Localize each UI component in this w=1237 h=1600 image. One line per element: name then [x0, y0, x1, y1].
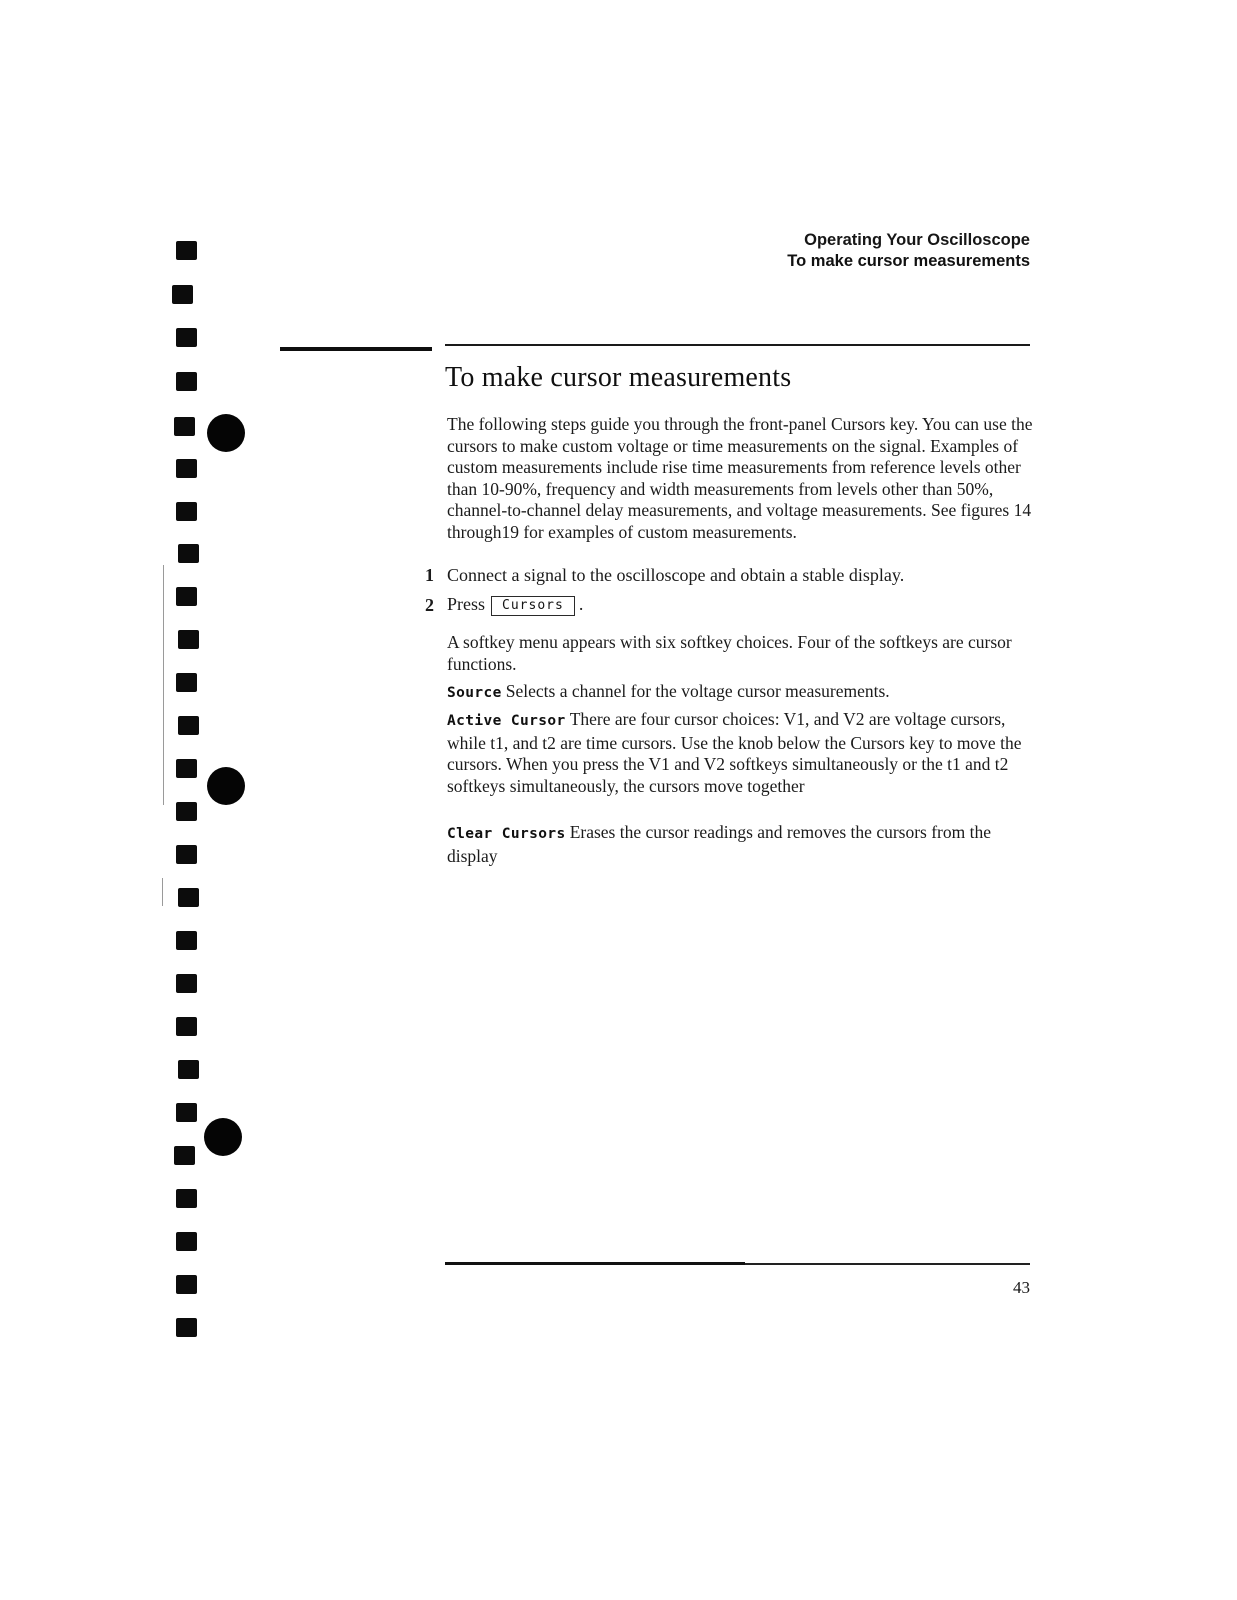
step-2-post-text: . — [578, 594, 584, 614]
binding-square-mark — [176, 587, 197, 606]
binding-square-mark — [176, 241, 197, 260]
binding-square-mark — [178, 716, 199, 735]
binding-square-mark — [176, 845, 197, 864]
header-topic-title: To make cursor measurements — [787, 252, 1030, 270]
step-1 — [425, 565, 1037, 586]
bottom-divider-rule-thick — [445, 1262, 745, 1265]
page-header — [787, 230, 1030, 272]
definition-active-cursor — [447, 709, 1039, 797]
definition-active-cursor-term: Active Cursor — [447, 713, 566, 729]
binding-square-mark — [178, 1060, 199, 1079]
intro-paragraph: The following steps guide you through the front-panel Cursors key. You can use the cursors to make custom voltage or time measurements on the signal. Examples of custom measurements include rise time measurements from reference levels other than 10-90%, frequency and width measurements from levels other than 50%, channel-to-channel delay measurements, and voltage measurements. See figures 14 through19 for examples of custom measurements. — [447, 414, 1033, 542]
definition-source-term: Source — [447, 685, 502, 701]
binding-square-mark — [176, 802, 197, 821]
step-2-text — [447, 594, 583, 616]
punch-hole-mark — [204, 1118, 242, 1156]
binding-square-mark — [176, 459, 197, 478]
definition-source — [447, 681, 1039, 705]
definition-clear-cursors — [447, 822, 1039, 867]
punch-hole-mark — [207, 767, 245, 805]
definition-active-cursor-text: There are four cursor choices: V1, and V2 are voltage cursors, while t1, and t2 are time cursors. Use the knob below the Cursors key to move the cursors. When you press the V1 and V2 softkeys simultaneously or the t1 and t2 softkeys simultaneously, the cursors move together — [447, 709, 1022, 796]
page-title: To make cursor measurements — [445, 362, 792, 393]
binding-square-mark — [178, 630, 199, 649]
definition-source-text: Selects a channel for the voltage cursor measurements. — [505, 681, 890, 701]
binding-square-mark — [174, 1146, 195, 1165]
definition-clear-cursors-text: Erases the cursor readings and removes the cursors from the display — [447, 822, 992, 866]
softkey-note: A softkey menu appears with six softkey choices. Four of the softkeys are cursor functions. — [447, 632, 1012, 674]
step-2 — [425, 594, 1037, 616]
binding-square-mark — [176, 1232, 197, 1251]
definition-clear-cursors-term: Clear Cursors — [447, 826, 566, 842]
binding-square-mark — [176, 1318, 197, 1337]
binding-square-mark — [178, 888, 199, 907]
binding-square-mark — [176, 502, 197, 521]
binding-square-mark — [176, 328, 197, 347]
step-2-number: 2 — [425, 594, 434, 615]
step-1-number: 1 — [425, 565, 434, 585]
binding-square-mark — [178, 544, 199, 563]
binding-square-mark — [176, 1017, 197, 1036]
scan-artifact-line — [162, 878, 163, 906]
cursors-key-label: Cursors — [491, 596, 575, 616]
top-divider-rule — [445, 344, 1030, 346]
header-section-title: Operating Your Oscilloscope — [804, 231, 1030, 249]
accent-rule — [280, 347, 432, 351]
binding-square-mark — [176, 759, 197, 778]
binding-square-mark — [176, 1103, 197, 1122]
page-number: 43 — [1013, 1278, 1030, 1297]
binding-square-mark — [176, 931, 197, 950]
binding-square-mark — [176, 974, 197, 993]
binding-square-mark — [172, 285, 193, 304]
binding-square-mark — [174, 417, 195, 436]
binding-square-mark — [176, 372, 197, 391]
binding-square-mark — [176, 673, 197, 692]
step-2-pre-text: Press — [447, 594, 486, 614]
binding-square-mark — [176, 1189, 197, 1208]
step-1-text: Connect a signal to the oscilloscope and obtain a stable display. — [447, 565, 905, 585]
scan-artifact-line — [163, 565, 164, 805]
punch-hole-mark — [207, 414, 245, 452]
binding-square-mark — [176, 1275, 197, 1294]
